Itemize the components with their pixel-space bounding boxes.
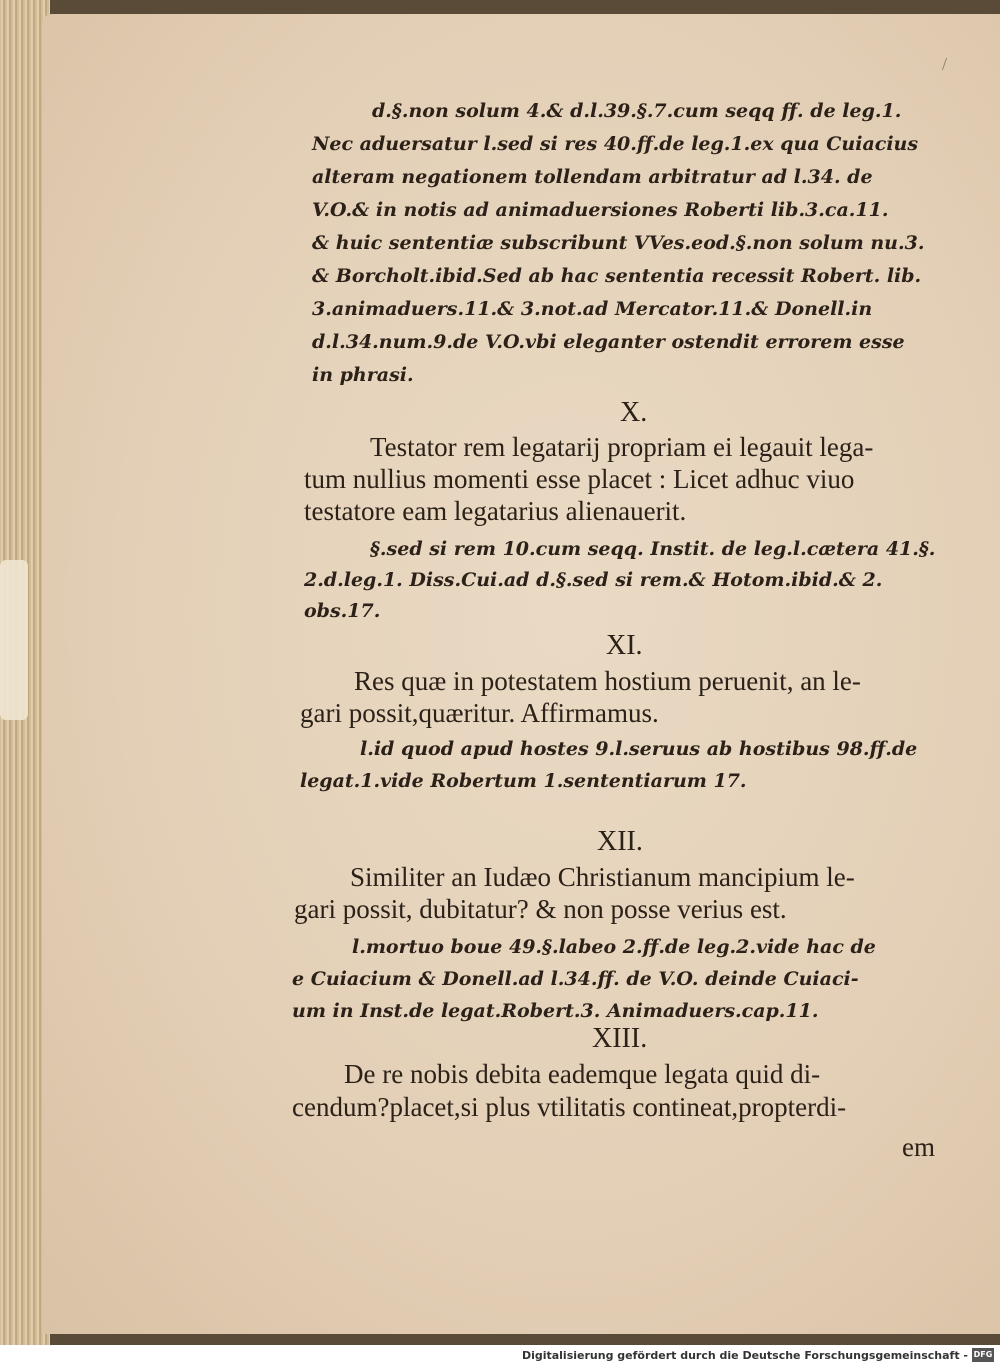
section-heading: XIII.	[592, 1023, 648, 1054]
book-page	[42, 14, 1000, 1334]
thesis-line: De re nobis debita eademque legata quid di-	[344, 1059, 821, 1089]
corner-mark: /	[942, 54, 948, 74]
text-line: 3.animaduers.11.& 3.not.ad Mercator.11.& Donell.in	[312, 298, 873, 320]
thesis-line: gari possit, dubitatur? & non posse verius est.	[294, 894, 787, 924]
footer-bar	[0, 1345, 1000, 1367]
text-line: d.§.non solum 4.& d.l.39.§.7.cum seqq ff. de leg.1.	[372, 100, 902, 122]
citation-line: 2.d.leg.1. Diss.Cui.ad d.§.sed si rem.& Hotom.ibid.& 2.	[304, 569, 883, 591]
section-heading: X.	[620, 397, 648, 428]
dfg-logo: DFG	[972, 1348, 994, 1362]
thesis-line: cendum?placet,si plus vtilitatis contineat,propterdi-	[292, 1092, 847, 1122]
text-line: V.O.& in notis ad animaduersiones Roberti lib.3.ca.11.	[312, 199, 889, 221]
text-line: & Borcholt.ibid.Sed ab hac sententia recessit Robert. lib.	[312, 265, 922, 287]
thesis-line: gari possit,quæritur. Affirmamus.	[300, 698, 659, 728]
catchword: em	[902, 1132, 935, 1162]
citation-line: um in Inst.de legat.Robert.3. Animaduers.cap.11.	[292, 1000, 819, 1022]
thesis-line: Similiter an Iudæo Christianum mancipium le-	[350, 862, 855, 892]
dfg-credit: Digitalisierung gefördert durch die Deutsche Forschungsgemeinschaft -	[521, 1349, 968, 1362]
citation-line: legat.1.vide Robertum 1.sententiarum 17.	[300, 770, 747, 792]
text-line: d.l.34.num.9.de V.O.vbi eleganter ostendit errorem esse	[312, 331, 905, 353]
page-text	[42, 14, 1000, 1334]
citation-line: l.id quod apud hostes 9.l.seruus ab hostibus 98.ff.de	[360, 738, 918, 760]
section-heading: XII.	[597, 826, 643, 857]
citation-line: obs.17.	[304, 600, 381, 622]
citation-line: e Cuiacium & Donell.ad l.34.ff. de V.O. deinde Cuiaci-	[292, 968, 859, 990]
thesis-line: testatore eam legatarius alienauerit.	[304, 496, 687, 526]
thesis-line: tum nullius momenti esse placet : Licet adhuc viuo	[304, 464, 855, 494]
section-heading: XI.	[606, 630, 643, 661]
citation-line: §.sed si rem 10.cum seqq. Instit. de leg.l.cætera 41.§.	[370, 538, 936, 560]
text-line: alteram negationem tollendam arbitratur ad l.34. de	[312, 166, 873, 188]
citation-line: l.mortuo boue 49.§.labeo 2.ff.de leg.2.vide hac de	[352, 936, 876, 958]
text-line: & huic sententiæ subscribunt VVes.eod.§.non solum nu.3.	[312, 232, 925, 254]
thesis-line: Testator rem legatarij propriam ei legauit lega-	[370, 432, 874, 462]
text-line: Nec aduersatur l.sed si res 40.ff.de leg.1.ex qua Cuiacius	[312, 133, 919, 155]
thesis-line: Res quæ in potestatem hostium peruenit, an le-	[354, 666, 861, 696]
text-line: in phrasi.	[312, 364, 414, 386]
